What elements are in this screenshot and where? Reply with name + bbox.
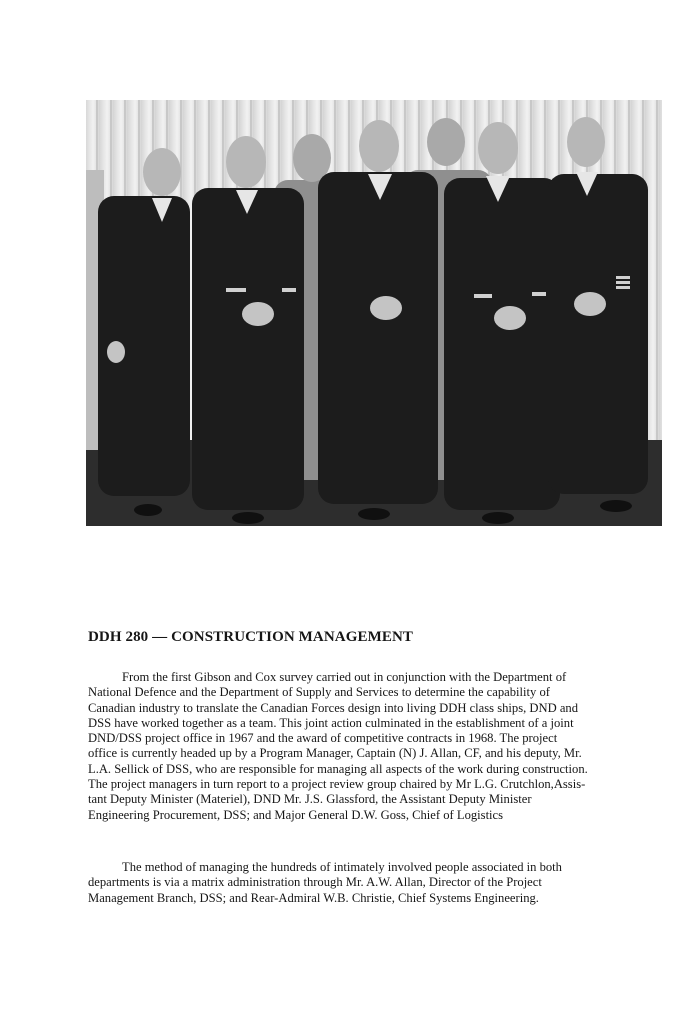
paragraph-line: departments is via a matrix administration through Mr. A.W. Allan, Director of the Project bbox=[88, 875, 542, 890]
paragraph-line: DSS have worked together as a team. This joint action culminated in the establishment of a joint bbox=[88, 715, 574, 730]
paragraph-line: National Defence and the Department of Supply and Services to determine the capability of bbox=[88, 685, 550, 700]
paragraph-line: DND/DSS project office in 1967 and the award of competitive contracts in 1968. The project bbox=[88, 731, 558, 746]
paragraph-line: tant Deputy Minister (Materiel), DND Mr. J.S. Glassford, the Assistant Deputy Minister bbox=[88, 792, 532, 807]
paragraph-line: office is currently headed up by a Program Manager, Captain (N) J. Allan, CF, and his deputy, Mr. bbox=[88, 746, 582, 761]
paragraph-line: Management Branch, DSS; and Rear-Admiral W.B. Christie, Chief Systems Engineering. bbox=[88, 890, 539, 905]
body-paragraph-1 bbox=[88, 670, 666, 823]
body-paragraph-2 bbox=[88, 860, 666, 906]
paragraph-line: Canadian industry to translate the Canadian Forces design into living DDH class ships, DND and bbox=[88, 700, 579, 715]
section-title: DDH 280 — CONSTRUCTION MANAGEMENT bbox=[88, 629, 413, 645]
group-photo-image bbox=[86, 100, 662, 526]
paragraph-line: The method of managing the hundreds of intimately involved people associated in both bbox=[122, 860, 562, 874]
group-photograph bbox=[86, 100, 662, 526]
paragraph-line: The project managers in turn report to a project review group chaired by Mr L.G. Crutchlon,Assis- bbox=[88, 777, 586, 792]
paragraph-line: From the first Gibson and Cox survey carried out in conjunction with the Department of bbox=[122, 670, 567, 684]
paragraph-line: Engineering Procurement, DSS; and Major General D.W. Goss, Chief of Logistics bbox=[88, 807, 504, 822]
paragraph-line: L.A. Sellick of DSS, who are responsible for managing all aspects of the work during construction. bbox=[88, 761, 588, 776]
